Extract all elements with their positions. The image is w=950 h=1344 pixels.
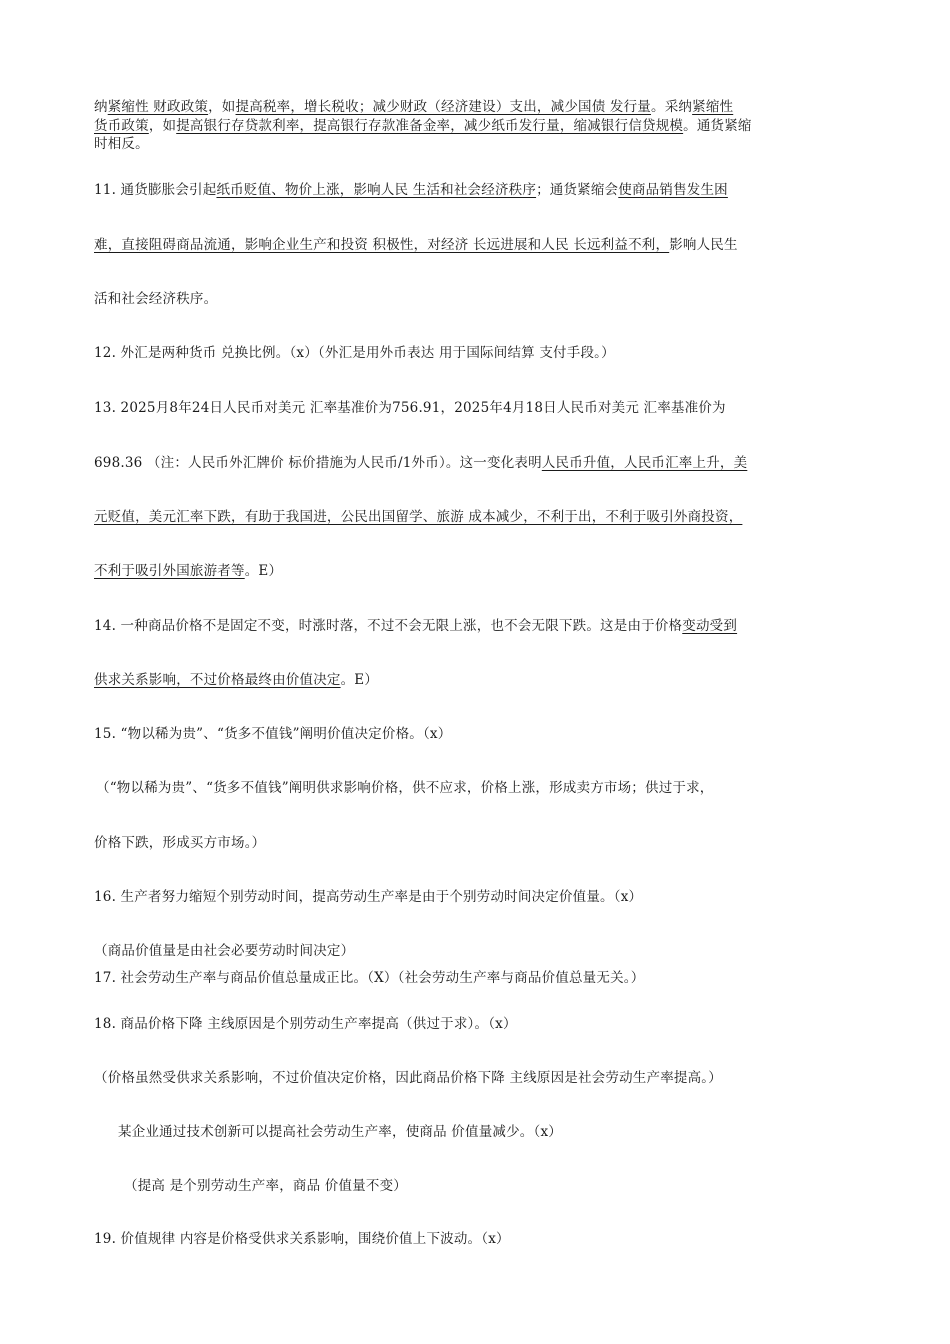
text-line (94, 1069, 722, 1087)
text-segment: ，如 (148, 118, 177, 134)
text-segment: 纳 (94, 99, 108, 115)
text-segment: 11. 通货膨胀会引起 (94, 182, 217, 198)
item-11-line (94, 181, 728, 199)
text-line (94, 454, 747, 472)
text-segment: 19. 价值规律 内容是价格受供求关系影响，围绕价值上下波动。（x） (94, 1231, 510, 1247)
item-12-line (94, 344, 615, 362)
item-16-line (94, 888, 642, 906)
underlined-text: 变动受到 (682, 618, 738, 634)
text-line (94, 671, 378, 689)
underlined-text: 紧缩性 财政政策 (107, 99, 209, 115)
text-segment: 698.36 （注：人民币外汇牌价 标价措施为人民币/1外币）。这一变化表明 (94, 455, 542, 471)
text-line (124, 1177, 407, 1195)
text-line (94, 834, 265, 852)
underlined-text: 提高银行存贷款利率，提高银行存款准备金率，减少纸币发行量，缩减银行信贷规模 (176, 118, 684, 134)
text-line (94, 117, 752, 135)
text-line (94, 135, 149, 153)
text-segment: 。E） (340, 672, 379, 688)
item-18-line (94, 1015, 517, 1033)
underlined-text: 人民币升值，人民币汇率上升，美 (541, 455, 748, 471)
underlined-text: 纸币贬值、物价上涨，影响人民 生活和社会经济秩序 (216, 182, 537, 198)
item-17-line (94, 969, 644, 987)
text-segment: 。通货紧缩 (683, 118, 752, 134)
text-segment: 价格下跌，形成买方市场。） (94, 835, 266, 851)
underlined-text: 不利于吸引外国旅游者等 (94, 563, 245, 579)
text-segment: 16. 生产者努力缩短个别劳动时间，提高劳动生产率是由于个别劳动时间决定价值量。（x） (94, 889, 643, 905)
underlined-text: 提高税率，增长税收；减少财政（经济建设）支出，减少国债 发行量 (235, 99, 652, 115)
item-14-line (94, 617, 737, 635)
underlined-text: 供求关系影响，不过价格最终由价值决定 (94, 672, 341, 688)
text-segment: （提高 是个别劳动生产率，商品 价值量不变） (124, 1178, 407, 1194)
text-line (94, 98, 733, 116)
item-15-line (94, 725, 451, 743)
text-segment: 影响人民生 (669, 237, 738, 253)
text-segment: （商品价值量是由社会必要劳动时间决定） (94, 943, 355, 959)
item-13-line (94, 399, 726, 417)
text-line (94, 236, 738, 254)
text-line (94, 942, 354, 960)
text-line (118, 1123, 562, 1141)
underlined-text: 紧缩性 (692, 99, 734, 115)
item-19-line (94, 1230, 510, 1248)
text-segment: 。采纳 (651, 99, 693, 115)
text-segment: （“物以稀为贵”、“货多不值钱”阐明供求影响价格，供不应求，价格上涨，形成卖方市场；供过于求， (96, 780, 714, 796)
text-segment: 时相反。 (94, 136, 149, 152)
text-segment: 15. “物以稀为贵”、“货多不值钱”阐明价值决定价格。（x） (94, 726, 452, 742)
text-segment: 18. 商品价格下降 主线原因是个别劳动生产率提高（供过于求）。（x） (94, 1016, 517, 1032)
text-segment: 13. 2025月8年24日人民币对美元 汇率基准价为756.91，2025年4月18日人民币对美元 汇率基准价为 (94, 400, 726, 416)
text-segment: （价格虽然受供求关系影响，不过价值决定价格，因此商品价格下降 主线原因是社会劳动生产率提高。） (94, 1070, 722, 1086)
text-line (96, 779, 714, 797)
text-segment: 14. 一种商品价格不是固定不变，时涨时落，不过不会无限上涨，也不会无限下跌。这是由于价格 (94, 618, 683, 634)
text-segment: 活和社会经济秩序。 (94, 291, 218, 307)
text-segment: 。E） (244, 563, 283, 579)
text-segment: ；通货紧缩会 (536, 182, 619, 198)
text-line (94, 508, 742, 526)
text-line (94, 290, 217, 308)
underlined-text: 难，直接阻碍商品流通，影响企业生产和投资 积极性，对经济 长远进展和人民 长远利益不利， (94, 237, 670, 253)
text-segment: 12. 外汇是两种货币 兑换比例。（x）（外汇是用外币表达 用于国际间结算 支付手段。） (94, 345, 615, 361)
text-segment: ，如 (208, 99, 236, 115)
underlined-text: 元贬值，美元汇率下跌，有助于我国进，公民出国留学、旅游 成本减少，不利于出，不利于吸引外商投资， (94, 509, 743, 525)
underlined-text: 使商品销售发生困 (618, 182, 728, 198)
text-line (94, 562, 282, 580)
text-segment: 某企业通过技术创新可以提高社会劳动生产率，使商品 价值量减少。（x） (118, 1124, 562, 1140)
underlined-text: 货币政策 (94, 118, 149, 134)
text-segment: 17. 社会劳动生产率与商品价值总量成正比。（X）（社会劳动生产率与商品价值总量无关。） (94, 970, 645, 986)
